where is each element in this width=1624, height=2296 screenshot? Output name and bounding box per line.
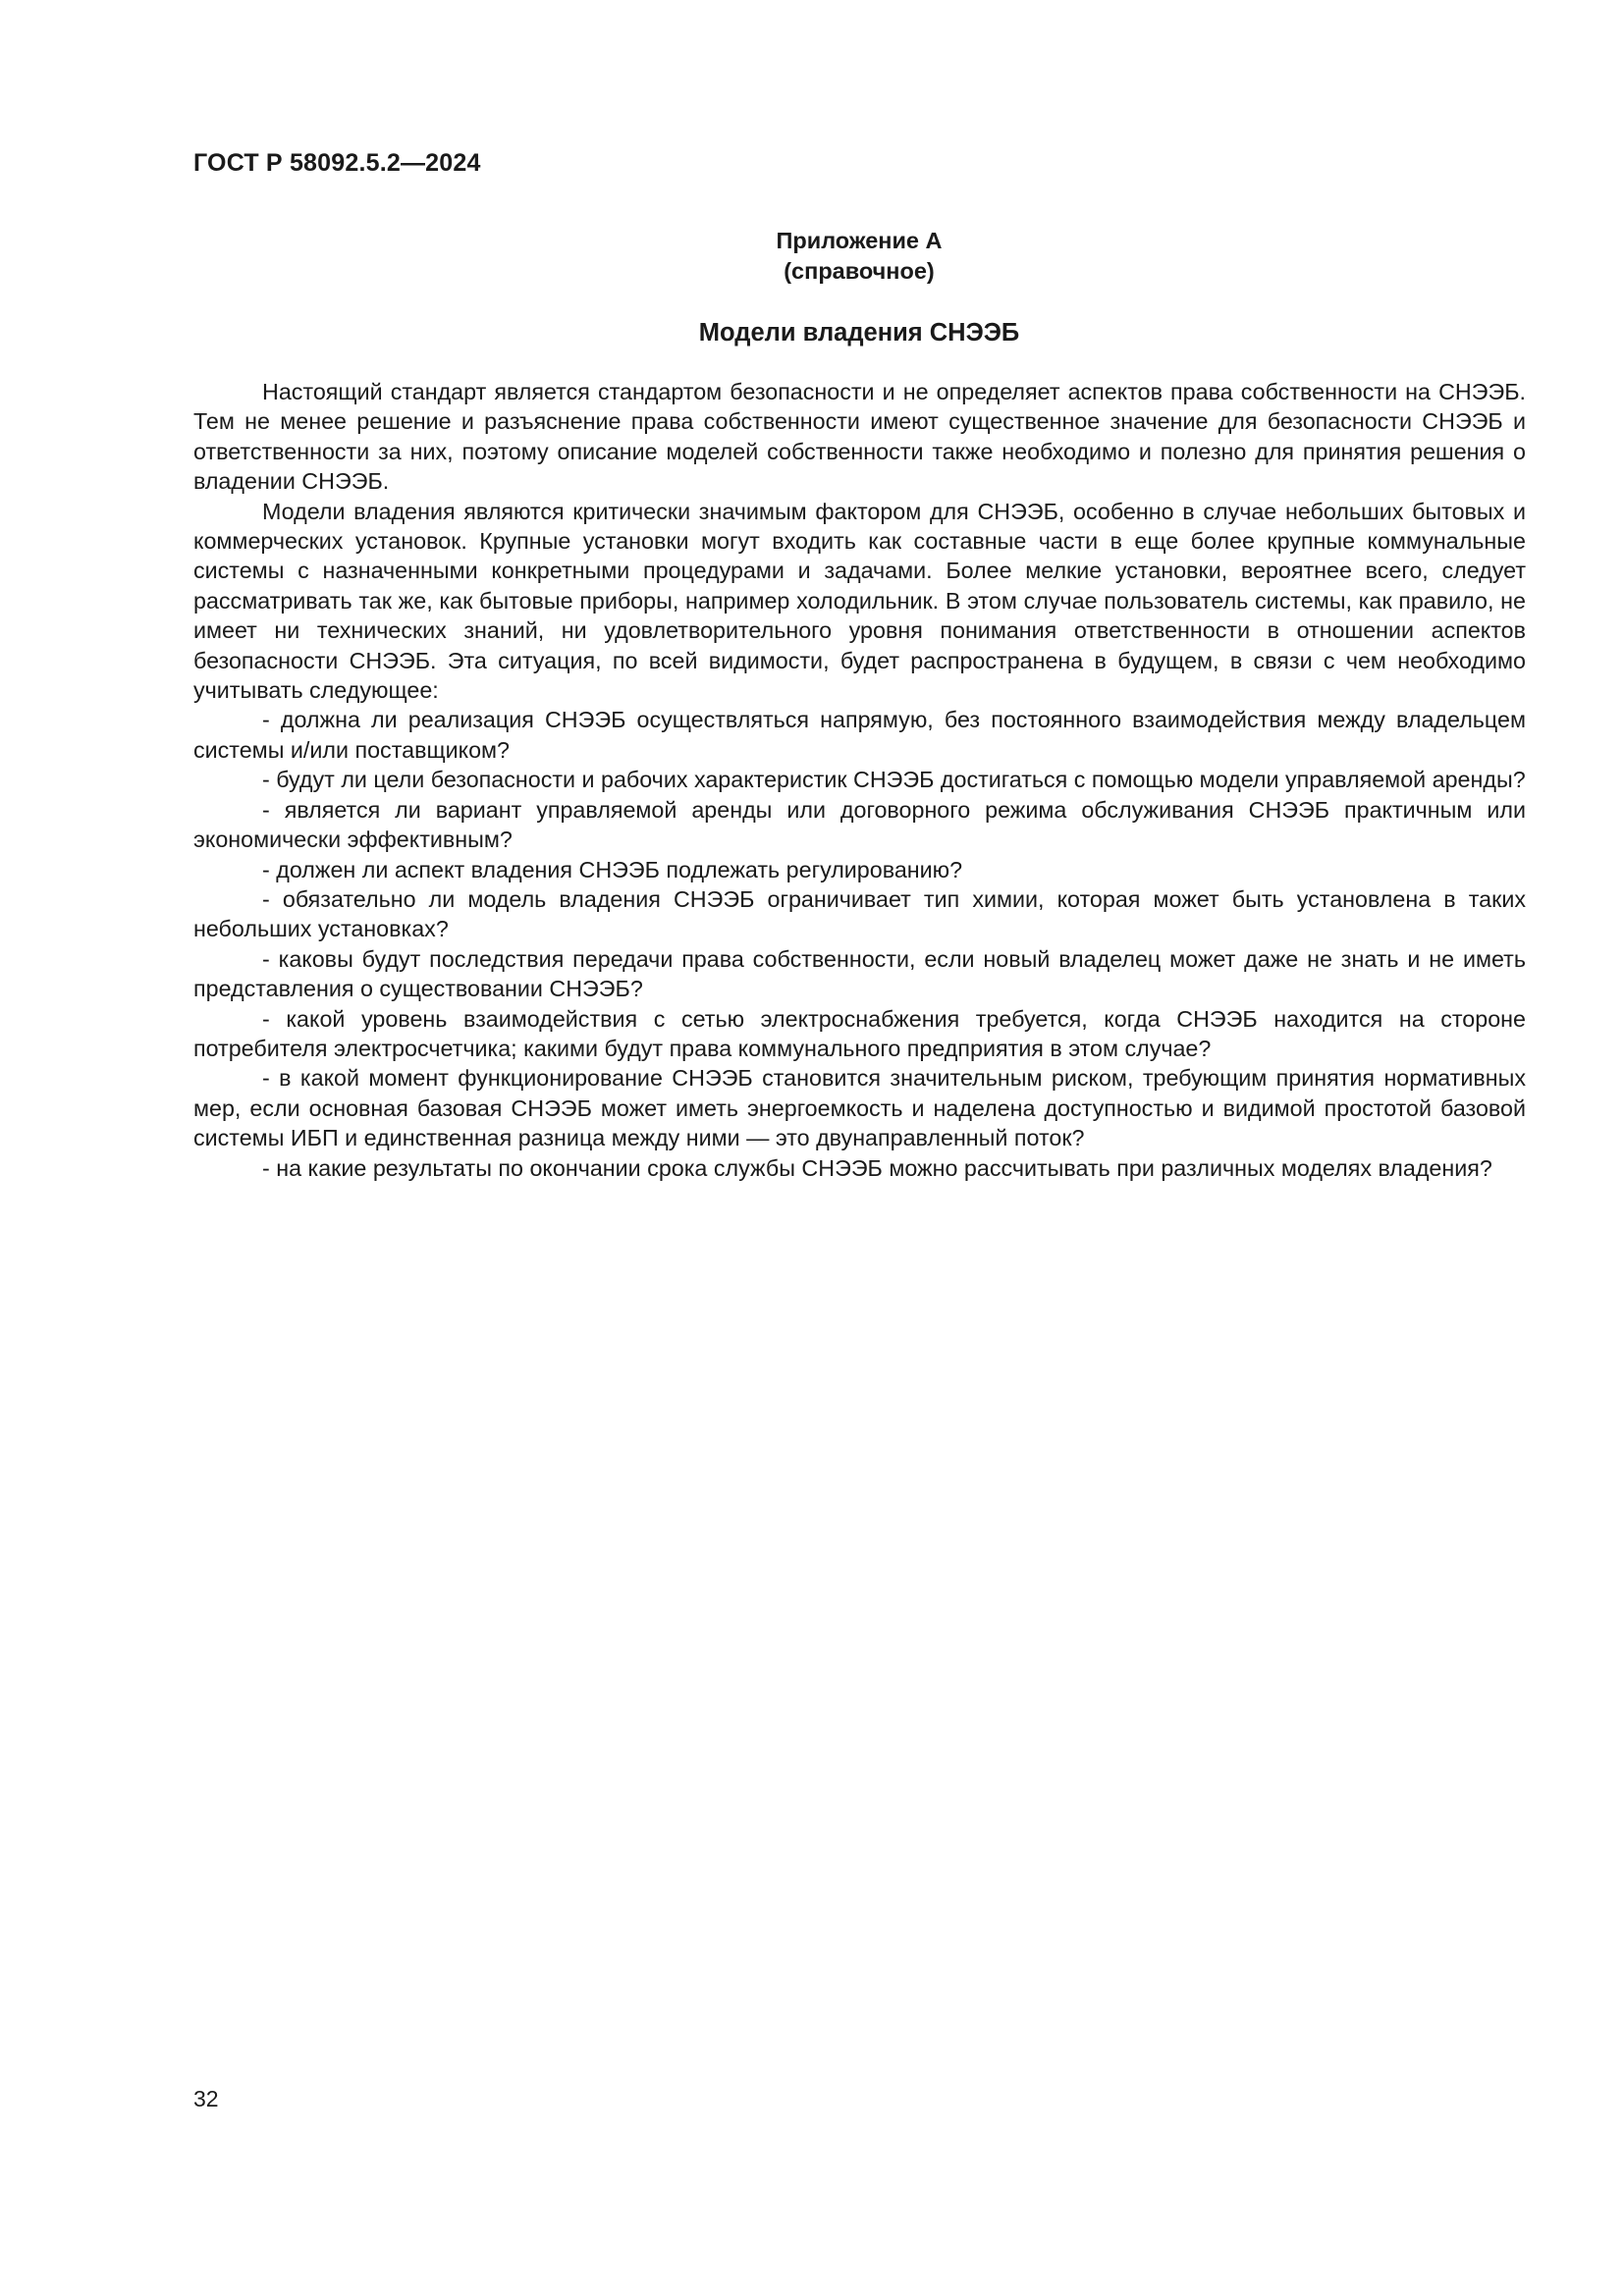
list-item: - какой уровень взаимодействия с сетью электроснабжения требуется, когда СНЭЭБ находится на стороне потребителя электросчетчика; какими будут права коммунального предприятия в этом случае?	[193, 1005, 1526, 1061]
appendix-title: Приложение А	[776, 228, 943, 253]
section-title: Модели владения СНЭЭБ	[698, 319, 1020, 347]
list-item: - каковы будут последствия передачи права собственности, если новый владелец может даже не знать и не иметь представления о существовании СНЭЭБ?	[193, 945, 1526, 1002]
page-number: 32	[193, 2086, 219, 2111]
list-item: - обязательно ли модель владения СНЭЭБ ограничивает тип химии, которая может быть установлена в таких небольших установках?	[193, 885, 1526, 942]
paragraph-ownership-models: Модели владения являются критически значимым фактором для СНЭЭБ, особенно в случае небольших бытовых и коммерческих установок. Крупные установки могут входить как составные части в еще более крупные коммунальные системы с назначенными конкретными процедурами и задачами. Более мелкие установки, вероятнее всего, следует рассматривать так же, как бытовые приборы, например холодильник. В этом случае пользователь системы, как правило, не имеет ни технических знаний, ни удовлетворительного уровня понимания ответственности в отношении аспектов безопасности СНЭЭБ. Эта ситуация, по всей видимости, будет распространена в будущем, в связи с чем необходимо учитывать следующее:	[193, 498, 1526, 704]
list-item: - в какой момент функционирование СНЭЭБ становится значительным риском, требующим принятия нормативных мер, если основная базовая СНЭЭБ может иметь энергоемкость и наделена доступностью и видимой простотой базовой системы ИБП и единственная разница между ними — это двунаправленный поток?	[193, 1065, 1526, 1151]
list-item: - будут ли цели безопасности и рабочих характеристик СНЭЭБ достигаться с помощью модели управляемой аренды?	[262, 767, 1526, 793]
paragraph-intro: Настоящий стандарт является стандартом безопасности и не определяет аспектов права собственности на СНЭЭБ. Тем не менее решение и разъяснение права собственности имеют существенное значение для безопасности СНЭЭБ и ответственности за них, поэтому описание моделей собственности также необходимо и полезно для принятия решения о владении СНЭЭБ.	[193, 379, 1526, 495]
appendix-heading	[47, 226, 1624, 287]
document-code: ГОСТ Р 58092.5.2—2024	[193, 149, 481, 177]
list-item: - должен ли аспект владения СНЭЭБ подлежать регулированию?	[262, 856, 963, 882]
appendix-type: (справочное)	[784, 258, 935, 284]
list-item: - на какие результаты по окончании срока службы СНЭЭБ можно рассчитывать при различных моделях владения?	[262, 1154, 1492, 1181]
body-text	[193, 377, 1526, 1183]
list-item: - является ли вариант управляемой аренды или договорного режима обслуживания СНЭЭБ практичным или экономически эффективным?	[193, 796, 1526, 853]
list-item: - должна ли реализация СНЭЭБ осуществляться напрямую, без постоянного взаимодействия между владельцем системы и/или поставщиком?	[193, 707, 1526, 763]
